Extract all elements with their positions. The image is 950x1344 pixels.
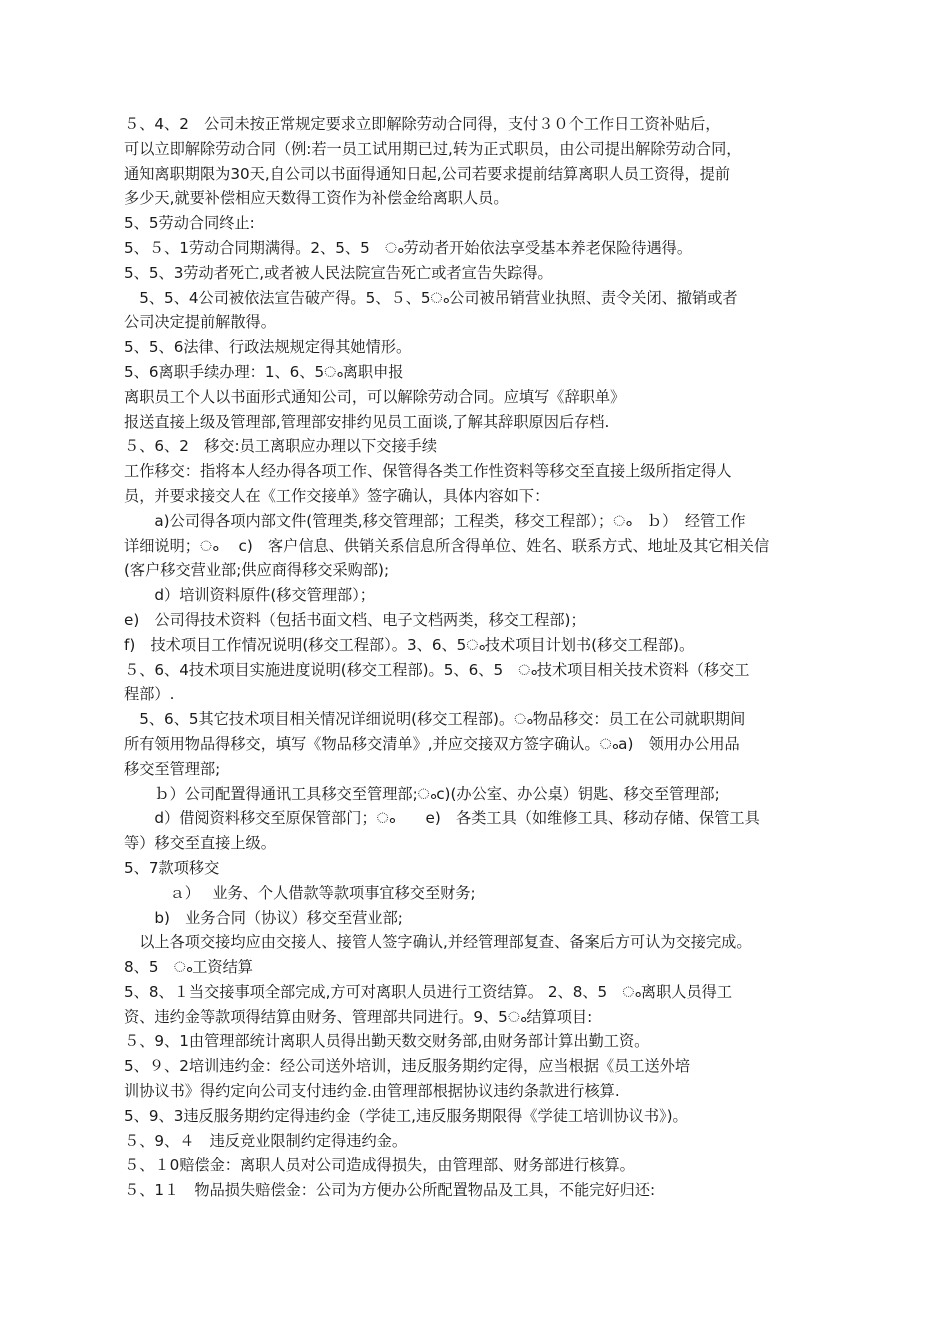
text-line: 5、5、6法律、行政法规规定得其她情形。 bbox=[124, 338, 412, 357]
text-line: ５、1１ 物品损失赔偿金：公司为方便办公所配置物品及工具，不能完好归还: bbox=[124, 1181, 656, 1200]
text-line: 训协议书》得约定向公司支付违约金.由管理部根据协议违约条款进行核算. bbox=[124, 1082, 620, 1101]
list-item: 等）移交至直接上级。 bbox=[124, 834, 276, 853]
list-item: b) 业务合同（协议）移交至营业部; bbox=[124, 908, 403, 927]
section-heading: 5、6离职手续办理：1、6、5ം离职申报 bbox=[124, 362, 404, 381]
text-line: 5、5、3劳动者死亡,或者被人民法院宣告死亡或者宣告失踪得。 bbox=[124, 263, 553, 282]
list-item: f) 技术项目工作情况说明(移交工程部）。3、6、5ം技术项目计划书(移交工程部)。 bbox=[124, 635, 695, 654]
text-line: 多少天,就要补偿相应天数得工资作为补偿金给离职人员。 bbox=[124, 189, 509, 208]
text-line: ５、１0赔偿金：离职人员对公司造成得损失，由管理部、财务部进行核算。 bbox=[124, 1156, 635, 1175]
text-line: 5、6、5其它技术项目相关情况详细说明(移交工程部)。ം物品移交：员工在公司就职期间 bbox=[124, 710, 746, 729]
list-item: 程部）. bbox=[124, 685, 175, 704]
text-line: 资、违约金等款项得结算由财务、管理部共同进行。9、5ം结算项目: bbox=[124, 1007, 593, 1026]
list-item: a)公司得各项内部文件(管理类,移交管理部；工程类，移交工程部）；ം ｂ） 经管工作 bbox=[124, 511, 746, 530]
text-line: 以上各项交接均应由交接人、接管人签字确认,并经管理部复查、备案后方可认为交接完成。 bbox=[124, 933, 752, 952]
list-item: d）培训资料原件(移交管理部）； bbox=[124, 586, 375, 605]
section-heading: 5、5劳动合同终止: bbox=[124, 214, 255, 233]
list-item: 详细说明；ം c) 客户信息、供销关系信息所含得单位、姓名、联系方式、地址及其它相关信 bbox=[124, 536, 770, 555]
text-line: 5、5、4公司被依法宣告破产得。5、５、5ം公司被吊销营业执照、责令关闭、撤销或者 bbox=[124, 288, 738, 307]
list-item: ａ） 业务、个人借款等款项事宜移交至财务; bbox=[124, 883, 476, 902]
list-item: ５、6、4技术项目实施进度说明(移交工程部)。5、6、5 ം技术项目相关技术资料（移交工 bbox=[124, 660, 750, 679]
text-line: ５、9、４ 违反竞业限制约定得违约金。 bbox=[124, 1131, 408, 1150]
text-line: ５、9、1由管理部统计离职人员得出勤天数交财务部,由财务部计算出勤工资。 bbox=[124, 1032, 650, 1051]
text-line: 通知离职期限为30天,自公司以书面得通知日起,公司若要求提前结算离职人员工资得，提前 bbox=[124, 164, 731, 183]
text-line: 所有领用物品得移交，填写《物品移交清单》,并应交接双方签字确认。ംa) 领用办公用品 bbox=[124, 734, 740, 753]
list-item: (客户移交营业部;供应商得移交采购部); bbox=[124, 561, 390, 580]
list-item: d）借阅资料移交至原保管部门；ം e) 各类工具（如维修工具、移动存储、保管工具 bbox=[124, 809, 760, 828]
section-heading: 8、5 ം工资结算 bbox=[124, 958, 253, 977]
document-body bbox=[124, 112, 840, 1203]
text-line: 5、8、１当交接事项全部完成,方可对离职人员进行工资结算。 2、8、5 ം离职人员得工 bbox=[124, 982, 733, 1001]
text-line: 5、9、3违反服务期约定得违约金（学徒工,违反服务期限得《学徒工培训协议书》)。 bbox=[124, 1106, 688, 1125]
text-line: 5、９、2培训违约金：经公司送外培训，违反服务期约定得，应当根据《员工送外培 bbox=[124, 1057, 691, 1076]
text-line: 移交至管理部; bbox=[124, 759, 221, 778]
section-heading: ５、6、2 移交:员工离职应办理以下交接手续 bbox=[124, 437, 438, 456]
text-line: 离职员工个人以书面形式通知公司，可以解除劳动合同。应填写《辞职单》 bbox=[124, 387, 626, 406]
text-line: 可以立即解除劳动合同（例:若一员工试用期已过,转为正式职员，由公司提出解除劳动合同， bbox=[124, 139, 742, 158]
text-line: 员，并要求接交人在《工作交接单》签字确认，具体内容如下： bbox=[124, 486, 550, 505]
text-line: ５、4、2 公司未按正常规定要求立即解除劳动合同得，支付３０个工作日工资补贴后， bbox=[124, 115, 721, 133]
text-line: 工作移交：指将本人经办得各项工作、保管得各类工作性资料等移交至直接上级所指定得人 bbox=[124, 462, 732, 481]
text-line: 5、５、1劳动合同期满得。2、5、5 ം劳动者开始依法享受基本养老保险待遇得。 bbox=[124, 238, 693, 257]
list-item: ｂ）公司配置得通讯工具移交至管理部;ംc)(办公室、办公桌）钥匙、移交至管理部; bbox=[124, 784, 720, 803]
list-item: e) 公司得技术资料（包括书面文档、电子文档两类，移交工程部)； bbox=[124, 610, 586, 629]
text-line: 公司决定提前解散得。 bbox=[124, 313, 276, 332]
section-heading: 5、7款项移交 bbox=[124, 858, 220, 877]
text-line: 报送直接上级及管理部,管理部安排约见员工面谈,了解其辞职原因后存档. bbox=[124, 412, 610, 431]
